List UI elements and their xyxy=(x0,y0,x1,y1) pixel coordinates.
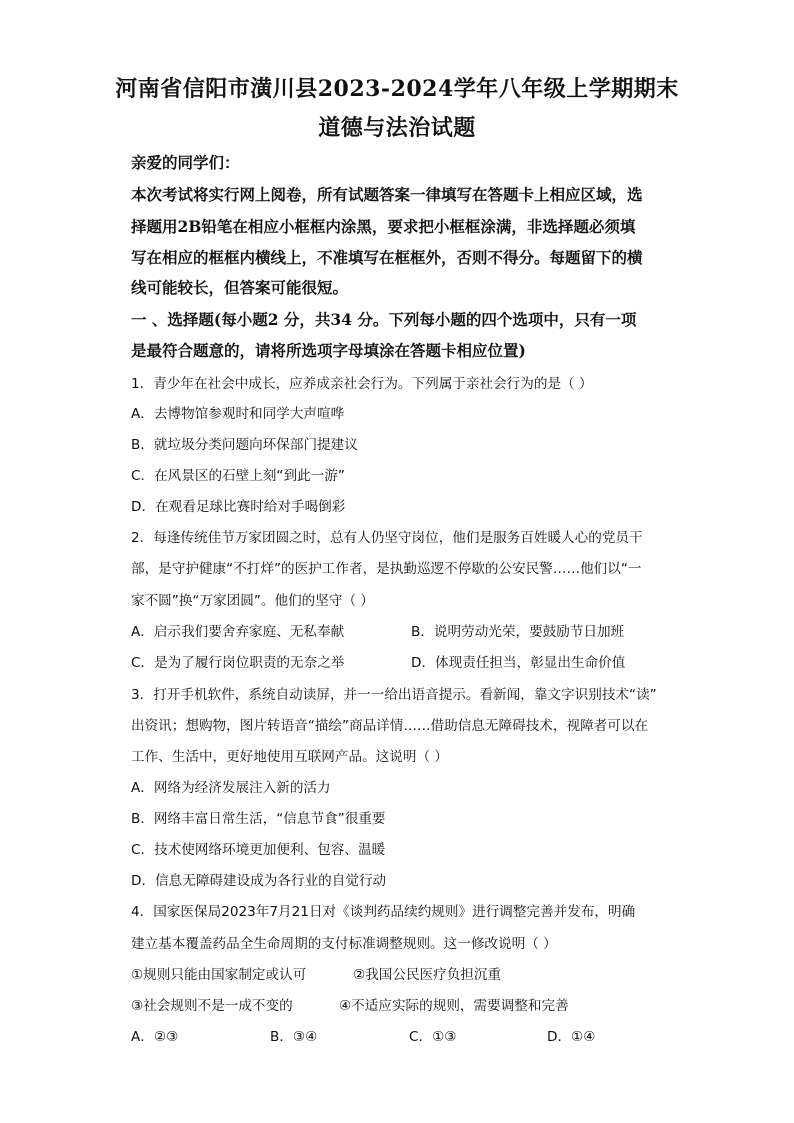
question-4-item-1: ①规则只能由国家制定或认可 xyxy=(131,967,307,983)
question-1-option-c: C．在风景区的石壁上刻“到此一游” xyxy=(131,468,345,484)
question-3-stem: 出资讯；想购物，图片转语音“描绘”商品详情……借助信息无障碍技术，视障者可以在 xyxy=(131,718,649,734)
question-4-stem: 建立基本覆盖药品全生命周期的支付标准调整规则。这一修改说明（ ） xyxy=(131,936,557,952)
question-4-item-4: ④不适应实际的规则，需要调整和完善 xyxy=(339,998,569,1014)
question-1-option-b: B．就垃圾分类问题向环保部门提建议 xyxy=(131,437,358,453)
question-2-option-c: C．是为了履行岗位职责的无奈之举 xyxy=(131,655,345,671)
question-3-stem: 3．打开手机软件，系统自动读屏，并一一给出语音提示。看新闻，靠文字识别技术“读” xyxy=(131,687,657,703)
section-heading: 是最符合题意的，请将所选项字母填涂在答题卡相应位置) xyxy=(131,341,526,360)
question-4-option-b: B．③④ xyxy=(270,1029,318,1045)
question-2-stem: 部，是守护健康“不打烊”的医护工作者，是执勤巡逻不停歇的公安民警……他们以“一 xyxy=(131,561,642,577)
question-3-option-d: D．信息无障碍建设成为各行业的自觉行动 xyxy=(131,873,387,889)
question-4-option-c: C．①③ xyxy=(409,1029,457,1045)
question-4-option-d: D．①④ xyxy=(547,1029,596,1045)
instruction-line: 择题用2B铅笔在相应小框框内涂黑，要求把小框框涂满，非选择题必须填 xyxy=(131,217,636,236)
question-2-stem: 家不圆”换“万家团圆”。他们的坚守（ ） xyxy=(131,593,374,609)
question-3-option-b: B．网络丰富日常生活，“信息节食”很重要 xyxy=(131,811,386,827)
question-4-option-a: A．②③ xyxy=(131,1029,179,1045)
question-4-options-row xyxy=(131,1025,671,1045)
question-3-stem: 工作、生活中，更好地使用互联网产品。这说明（ ） xyxy=(131,749,448,765)
question-1-stem: 1．青少年在社会中成长，应养成亲社会行为。下列属于亲社会行为的是（ ） xyxy=(131,376,593,392)
section-heading: 一 、选择题(每小题2 分，共34 分。下列每小题的四个选项中，只有一项 xyxy=(131,310,637,329)
question-2-option-a: A．启示我们要舍弃家庭、无私奉献 xyxy=(131,624,345,640)
question-2-options-row xyxy=(131,620,671,640)
question-4-items-row xyxy=(131,994,671,1014)
question-2-options-row xyxy=(131,651,671,671)
instruction-line: 本次考试将实行网上阅卷，所有试题答案一律填写在答题卡上相应区域，选 xyxy=(131,185,643,204)
question-2-stem: 2．每逢传统佳节万家团圆之时，总有人仍坚守岗位，他们是服务百姓暖人心的党员干 xyxy=(131,530,643,546)
question-2-option-d: D．体现责任担当，彰显出生命价值 xyxy=(411,655,626,671)
question-2-option-b: B．说明劳动光荣，要鼓励节日加班 xyxy=(411,624,625,640)
question-4-item-2: ②我国公民医疗负担沉重 xyxy=(353,967,502,983)
question-4-items-row xyxy=(131,963,671,983)
exam-title-line1: 河南省信阳市潢川县2023-2024学年八年级上学期期末 xyxy=(115,76,679,102)
exam-title-line2: 道德与法治试题 xyxy=(318,115,476,141)
question-1-option-a: A．去博物馆参观时和同学大声喧哗 xyxy=(131,406,345,422)
greeting: 亲爱的同学们： xyxy=(131,153,240,172)
instruction-line: 写在相应的框框内横线上，不准填写在框框外，否则不得分。每题留下的横 xyxy=(131,248,643,267)
question-3-option-a: A．网络为经济发展注入新的活力 xyxy=(131,780,331,796)
instruction-line: 线可能较长，但答案可能很短。 xyxy=(131,278,349,297)
question-4-stem: 4．国家医保局2023年7月21日对《谈判药品续约规则》进行调整完善并发布，明确 xyxy=(131,904,636,920)
question-3-option-c: C．技术使网络环境更加便利、包容、温暖 xyxy=(131,842,386,858)
question-1-option-d: D．在观看足球比赛时给对手喝倒彩 xyxy=(131,499,346,515)
question-4-item-3: ③社会规则不是一成不变的 xyxy=(131,998,293,1014)
